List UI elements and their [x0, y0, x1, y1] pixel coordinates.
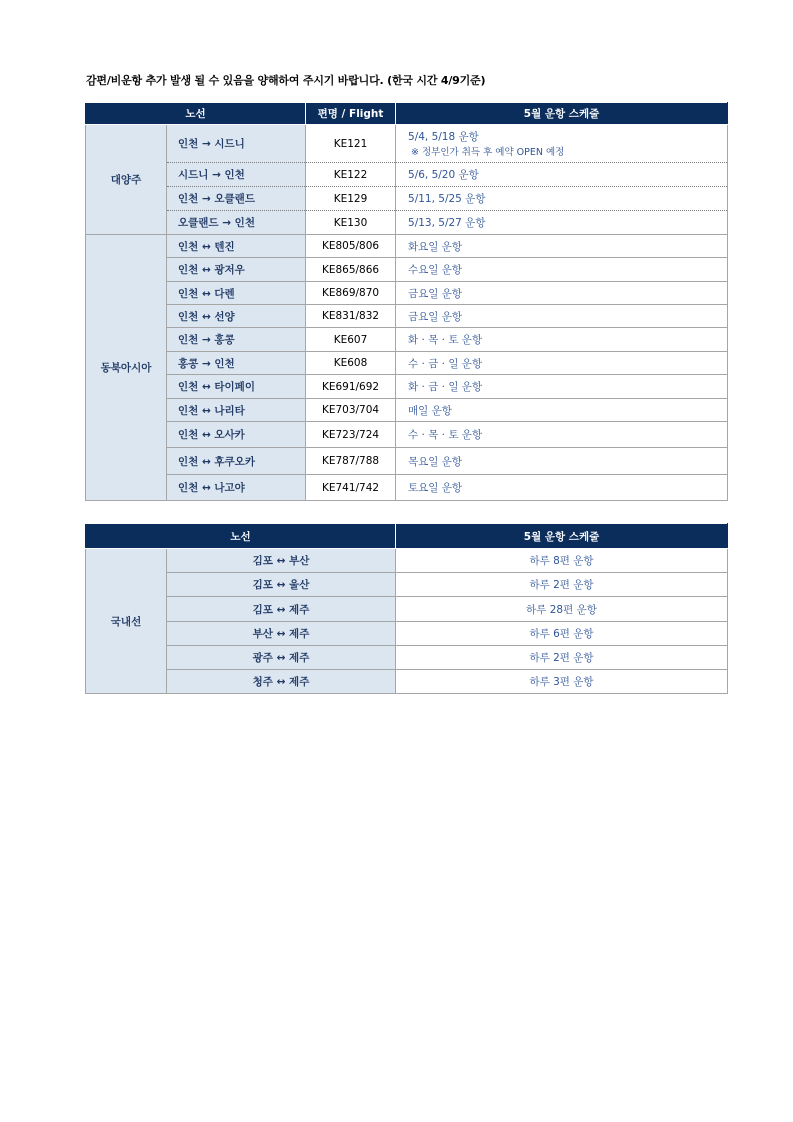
- table-row: [86, 305, 728, 328]
- table-row: [86, 258, 728, 282]
- table-header-row: [86, 103, 728, 125]
- schedule-cell: 화 · 금 · 일 운항: [396, 375, 728, 399]
- schedule-cell: 매일 운항: [396, 399, 728, 422]
- header-flight: 편명 / Flight: [306, 103, 396, 125]
- header-schedule: 5월 운항 스케줄: [396, 524, 728, 549]
- table-row: [86, 597, 728, 622]
- schedule-cell: 하루 3편 운항: [396, 670, 728, 694]
- schedule-cell: 하루 6편 운항: [396, 622, 728, 646]
- table-row: [86, 187, 728, 211]
- schedule-cell: 금요일 운항: [396, 305, 728, 328]
- table-row: [86, 282, 728, 305]
- route-cell: 인천 ↔ 후쿠오카: [167, 448, 306, 475]
- table-row: [86, 125, 728, 163]
- table-row: [86, 573, 728, 597]
- flight-cell: KE703/704: [306, 399, 396, 422]
- flight-cell: KE869/870: [306, 282, 396, 305]
- table-row: [86, 163, 728, 187]
- table-row: [86, 549, 728, 573]
- route-cell: 인천 → 시드니: [167, 125, 306, 163]
- domestic-schedule-table: [85, 523, 728, 694]
- table-row: [86, 448, 728, 475]
- route-cell: 인천 ↔ 선양: [167, 305, 306, 328]
- schedule-cell: 수 · 금 · 일 운항: [396, 352, 728, 375]
- route-cell: 김포 ↔ 부산: [167, 549, 396, 573]
- header-route: 노선: [86, 103, 306, 125]
- route-cell: 부산 ↔ 제주: [167, 622, 396, 646]
- table-row: [86, 646, 728, 670]
- table-row: [86, 475, 728, 501]
- table-row: [86, 422, 728, 448]
- route-cell: 김포 ↔ 울산: [167, 573, 396, 597]
- route-cell: 광주 ↔ 제주: [167, 646, 396, 670]
- flight-cell: KE608: [306, 352, 396, 375]
- route-cell: 오클랜드 → 인천: [167, 211, 306, 235]
- schedule-cell: 화 · 목 · 토 운항: [396, 328, 728, 352]
- flight-cell: KE787/788: [306, 448, 396, 475]
- flight-cell: KE805/806: [306, 235, 396, 258]
- schedule-cell: 5/6, 5/20 운항: [396, 163, 728, 187]
- table-header-row: [86, 524, 728, 549]
- table-row: [86, 375, 728, 399]
- route-cell: 시드니 → 인천: [167, 163, 306, 187]
- route-cell: 인천 ↔ 타이페이: [167, 375, 306, 399]
- route-cell: 인천 → 홍콩: [167, 328, 306, 352]
- route-cell: 인천 ↔ 광저우: [167, 258, 306, 282]
- route-cell: 인천 ↔ 나고야: [167, 475, 306, 501]
- route-cell: 인천 ↔ 텐진: [167, 235, 306, 258]
- schedule-cell: 하루 2편 운항: [396, 646, 728, 670]
- schedule-cell: 하루 28편 운항: [396, 597, 728, 622]
- flight-cell: KE691/692: [306, 375, 396, 399]
- schedule-cell: 수 · 목 · 토 운항: [396, 422, 728, 448]
- schedule-cell: [396, 125, 728, 163]
- schedule-note: ※ 정부인가 취득 후 예약 OPEN 예정: [411, 147, 565, 158]
- flight-cell: KE723/724: [306, 422, 396, 448]
- region-domestic: 국내선: [86, 549, 167, 694]
- header-route: 노선: [86, 524, 396, 549]
- route-cell: 인천 ↔ 오사카: [167, 422, 306, 448]
- schedule-cell: 목요일 운항: [396, 448, 728, 475]
- schedule-text: 5/4, 5/18 운항: [408, 131, 479, 143]
- schedule-cell: 하루 2편 운항: [396, 573, 728, 597]
- schedule-cell: 토요일 운항: [396, 475, 728, 501]
- international-schedule-table: [85, 102, 728, 501]
- route-cell: 인천 → 오클랜드: [167, 187, 306, 211]
- schedule-cell: 5/13, 5/27 운항: [396, 211, 728, 235]
- flight-cell: KE121: [306, 125, 396, 163]
- region-northeast-asia: 동북아시아: [86, 235, 167, 501]
- schedule-cell: 하루 8편 운항: [396, 549, 728, 573]
- table-row: [86, 670, 728, 694]
- route-cell: 홍콩 → 인천: [167, 352, 306, 375]
- table-row: [86, 622, 728, 646]
- flight-cell: KE129: [306, 187, 396, 211]
- table-row: [86, 399, 728, 422]
- flight-cell: KE741/742: [306, 475, 396, 501]
- flight-cell: KE130: [306, 211, 396, 235]
- route-cell: 인천 ↔ 다렌: [167, 282, 306, 305]
- header-schedule: 5월 운항 스케줄: [396, 103, 728, 125]
- schedule-cell: 수요일 운항: [396, 258, 728, 282]
- schedule-cell: 5/11, 5/25 운항: [396, 187, 728, 211]
- schedule-cell: 화요일 운항: [396, 235, 728, 258]
- table-row: [86, 328, 728, 352]
- table-row: [86, 235, 728, 258]
- route-cell: 인천 ↔ 나리타: [167, 399, 306, 422]
- table-row: [86, 211, 728, 235]
- flight-cell: KE831/832: [306, 305, 396, 328]
- table-row: [86, 352, 728, 375]
- flight-cell: KE122: [306, 163, 396, 187]
- route-cell: 청주 ↔ 제주: [167, 670, 396, 694]
- notice-text: 감편/비운항 추가 발생 될 수 있음을 양해하여 주시기 바랍니다. (한국 시간 4/9기준): [86, 74, 486, 87]
- schedule-cell: 금요일 운항: [396, 282, 728, 305]
- region-oceania: 대양주: [86, 125, 167, 235]
- flight-cell: KE865/866: [306, 258, 396, 282]
- route-cell: 김포 ↔ 제주: [167, 597, 396, 622]
- flight-cell: KE607: [306, 328, 396, 352]
